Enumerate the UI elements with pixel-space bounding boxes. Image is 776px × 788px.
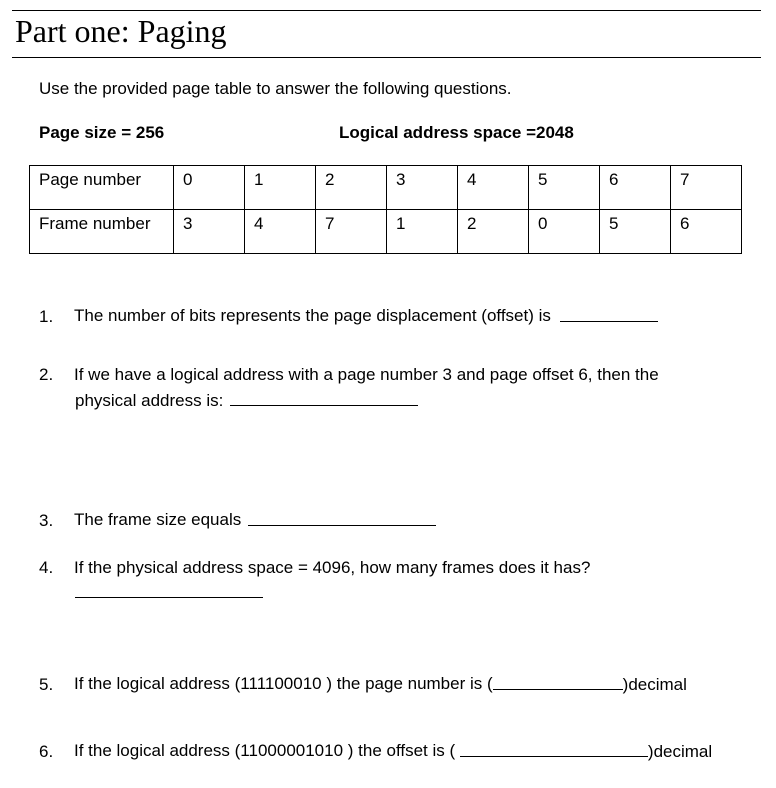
question-number: 5.: [39, 675, 54, 694]
frame-number-cell: 1: [387, 210, 458, 254]
question-text: If the logical address (111100010 ) the page number is (: [74, 674, 493, 693]
question-2: [39, 362, 659, 387]
question-4: [39, 555, 590, 580]
question-number: 3.: [39, 511, 54, 530]
frame-number-cell: 7: [316, 210, 387, 254]
question-text: If the logical address (11000001010 ) the offset is (: [74, 741, 456, 760]
page-size-label: Page size = 256: [39, 123, 165, 142]
question-text: If the physical address space = 4096, how many frames does it has?: [74, 558, 591, 577]
page-number-cell: 4: [458, 166, 529, 210]
question-suffix: )decimal: [647, 742, 713, 761]
intro-text: Use the provided page table to answer the following questions.: [39, 79, 512, 98]
question-text: The frame size equals: [74, 510, 242, 529]
question-number: 4.: [39, 558, 54, 577]
question-suffix: )decimal: [622, 675, 687, 694]
page-number-cell: 1: [245, 166, 316, 210]
page-number-cell: 0: [174, 166, 245, 210]
question-6: [39, 738, 712, 764]
table-row: [30, 166, 742, 210]
page-number-cell: 5: [529, 166, 600, 210]
row-label-frame-number: Frame number: [30, 210, 174, 254]
question-4-answer-line: [75, 579, 263, 605]
row-label-page-number: Page number: [30, 166, 174, 210]
answer-blank[interactable]: [460, 738, 648, 757]
question-1: [39, 303, 658, 329]
page-table: [29, 165, 742, 254]
page-number-cell: 2: [316, 166, 387, 210]
frame-number-cell: 0: [529, 210, 600, 254]
frame-number-cell: 3: [174, 210, 245, 254]
answer-blank[interactable]: [248, 507, 436, 526]
frame-number-cell: 5: [600, 210, 671, 254]
page-number-cell: 6: [600, 166, 671, 210]
answer-blank[interactable]: [493, 671, 623, 690]
question-number: 1.: [39, 307, 54, 326]
logical-space-label: Logical address space =2048: [339, 123, 574, 142]
answer-blank[interactable]: [230, 387, 418, 406]
title-underline: [12, 57, 761, 58]
page-title: Part one: Paging: [15, 13, 227, 49]
table-row: [30, 210, 742, 254]
question-5: [39, 671, 687, 697]
frame-number-cell: 2: [458, 210, 529, 254]
frame-number-cell: 6: [671, 210, 742, 254]
question-number: 2.: [39, 365, 54, 384]
answer-blank[interactable]: [560, 303, 658, 322]
page-number-cell: 3: [387, 166, 458, 210]
question-number: 6.: [39, 742, 54, 761]
frame-number-cell: 4: [245, 210, 316, 254]
answer-blank[interactable]: [75, 579, 263, 598]
question-text: The number of bits represents the page displacement (offset) is: [74, 306, 551, 325]
question-text: physical address is:: [75, 391, 224, 410]
question-text: If we have a logical address with a page number 3 and page offset 6, then the: [74, 365, 659, 384]
question-3: [39, 507, 436, 533]
page-number-cell: 7: [671, 166, 742, 210]
question-2-continuation: [75, 387, 418, 413]
